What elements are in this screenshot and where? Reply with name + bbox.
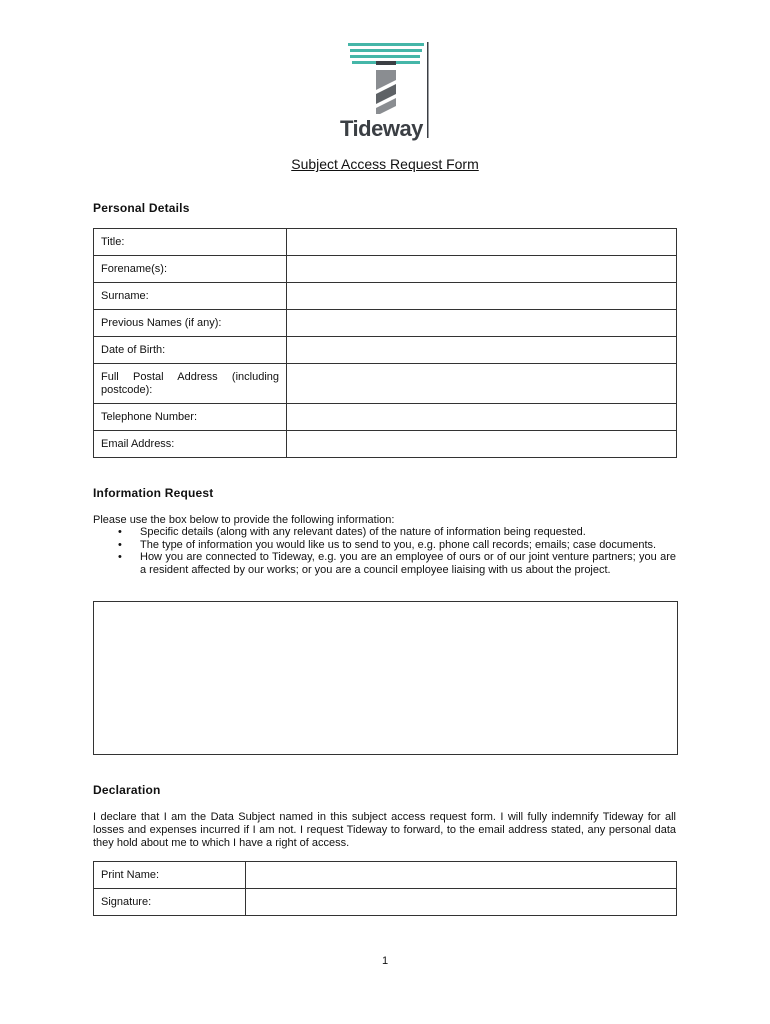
previous-names-label: Previous Names (if any): [94,310,287,337]
previous-names-field[interactable] [287,310,677,337]
page-number: 1 [381,955,389,967]
table-row [94,229,677,256]
list-item [118,526,676,539]
declaration-text: I declare that I am the Data Subject named in this subject access request form. I will fully indemnify Tideway for all losses and expenses incurred if I am not. I request Tideway to forward, to the email address stated, any personal data they hold about me to which I have a right of access. [93,811,676,849]
declaration-heading: Declaration [93,783,161,797]
table-row [94,337,677,364]
forename-label: Forename(s): [94,256,287,283]
print-name-field[interactable] [246,862,677,889]
table-row [94,431,677,458]
list-item-text: The type of information you would like us to send to you, e.g. phone call records; emails; case documents. [140,538,657,551]
title-field[interactable] [287,229,677,256]
list-item [118,539,676,552]
logo-wordmark: Tideway [340,116,423,141]
postal-address-label: Full Postal Address (including postcode): [94,364,287,404]
information-request-intro: Please use the box below to provide the following information: [93,514,395,526]
bullet-icon: • [118,526,122,538]
date-of-birth-label: Date of Birth: [94,337,287,364]
signature-field[interactable] [246,889,677,916]
surname-label: Surname: [94,283,287,310]
email-label: Email Address: [94,431,287,458]
water-waves-icon [348,43,424,64]
personal-details-table [93,228,677,458]
table-row [94,256,677,283]
information-request-textbox[interactable] [93,601,678,755]
postal-address-field[interactable] [287,364,677,404]
bullet-icon: • [118,551,122,563]
telephone-field[interactable] [287,404,677,431]
list-item [118,551,676,576]
date-of-birth-field[interactable] [287,337,677,364]
declaration-table [93,861,677,916]
personal-details-heading: Personal Details [93,201,190,215]
table-row [94,364,677,404]
tunnel-shaft-icon [376,70,396,114]
table-row [94,404,677,431]
information-request-heading: Information Request [93,486,214,500]
print-name-label: Print Name: [94,862,246,889]
title-label: Title: [94,229,287,256]
signature-label: Signature: [94,889,246,916]
table-row [94,862,677,889]
bullet-icon: • [118,538,122,551]
forename-field[interactable] [287,256,677,283]
tideway-logo [336,40,436,144]
telephone-label: Telephone Number: [94,404,287,431]
table-row [94,283,677,310]
information-request-list [118,526,676,576]
list-item-text: How you are connected to Tideway, e.g. you are an employee of ours or of our joint venture partners; you are a resident affected by our works; or you are a council employee liaising with us about the project. [140,551,676,576]
email-field[interactable] [287,431,677,458]
surname-field[interactable] [287,283,677,310]
page-title: Subject Access Request Form [291,156,479,172]
list-item-text: Specific details (along with any relevant dates) of the nature of information being requested. [140,526,586,538]
table-row [94,310,677,337]
table-row [94,889,677,916]
